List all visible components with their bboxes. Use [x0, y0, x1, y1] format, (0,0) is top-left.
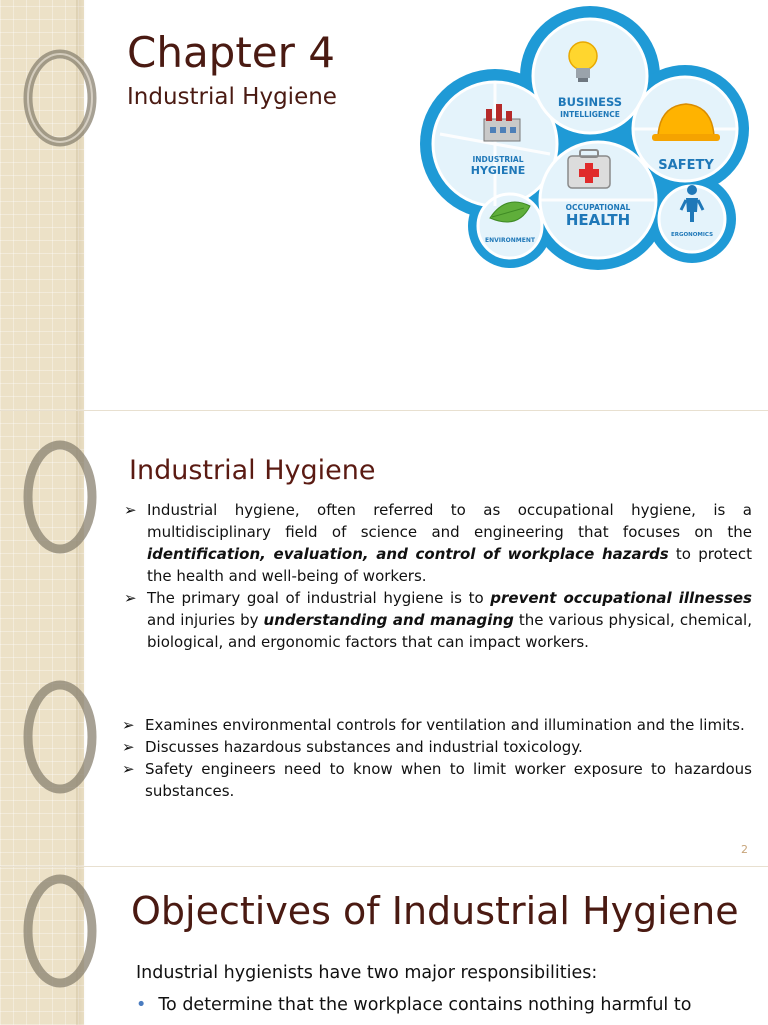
arrow-bullet-icon: ➢	[124, 589, 137, 607]
page-number: 2	[741, 843, 748, 856]
ring-decoration-icon	[20, 867, 100, 997]
label-environment: ENVIRONMENT	[485, 237, 535, 244]
label-business: BUSINESS	[557, 95, 623, 109]
intro-text: Industrial hygienists have two major responsibilities:	[136, 963, 598, 983]
list-item: ➢ Discusses hazardous substances and industrial toxicology.	[122, 738, 583, 756]
label-safety: SAFETY	[658, 158, 714, 173]
slide-1	[0, 0, 768, 410]
label-health: HEALTH	[565, 211, 631, 229]
slide-2	[0, 410, 768, 866]
arrow-bullet-icon: ➢	[122, 760, 135, 778]
label-industrial: INDUSTRIAL	[472, 155, 524, 164]
label-hygiene: HYGIENE	[470, 164, 526, 177]
section-heading: Objectives of Industrial Hygiene	[131, 889, 739, 933]
bullet-list	[122, 714, 752, 802]
slide-3	[0, 866, 768, 1025]
ring-decoration-icon	[20, 433, 100, 563]
list-item: ➢ The primary goal of industrial hygiene is to prevent occupational illnesses and injuries by understanding and managing the various physical, chemical, biological, and ergonomic factors that can impact workers.	[124, 589, 752, 651]
list-item: ➢ Industrial hygiene, often referred to as occupational hygiene, is a multidisciplinary field of science and engineering that focuses on the identification, evaluation, and control of workplace hazards to protect the health and well-being of workers.	[124, 501, 753, 585]
list-item: • To determine that the workplace contains nothing harmful to	[136, 995, 692, 1015]
chapter-subtitle: Industrial Hygiene	[127, 84, 337, 110]
list-item: ➢ Safety engineers need to know when to limit worker exposure to hazardous substances.	[122, 760, 752, 800]
list-item: ➢ Examines environmental controls for ventilation and illumination and the limits.	[122, 716, 745, 734]
ring-decoration-icon	[20, 673, 100, 803]
dot-bullet-icon: •	[136, 995, 147, 1015]
bullet-list	[124, 499, 752, 653]
label-ergonomics: ERGONOMICS	[670, 232, 714, 238]
arrow-bullet-icon: ➢	[122, 738, 135, 756]
chapter-title: Chapter 4	[127, 28, 335, 77]
arrow-bullet-icon: ➢	[122, 716, 135, 734]
section-heading: Industrial Hygiene	[129, 455, 376, 486]
ehs-infographic	[420, 4, 750, 274]
arrow-bullet-icon: ➢	[124, 501, 137, 519]
label-intelligence: INTELLIGENCE	[560, 110, 620, 119]
first-aid-kit-icon	[568, 150, 610, 188]
ring-decoration-icon	[20, 40, 100, 160]
label-occupational: OCCUPATIONAL	[565, 203, 631, 212]
